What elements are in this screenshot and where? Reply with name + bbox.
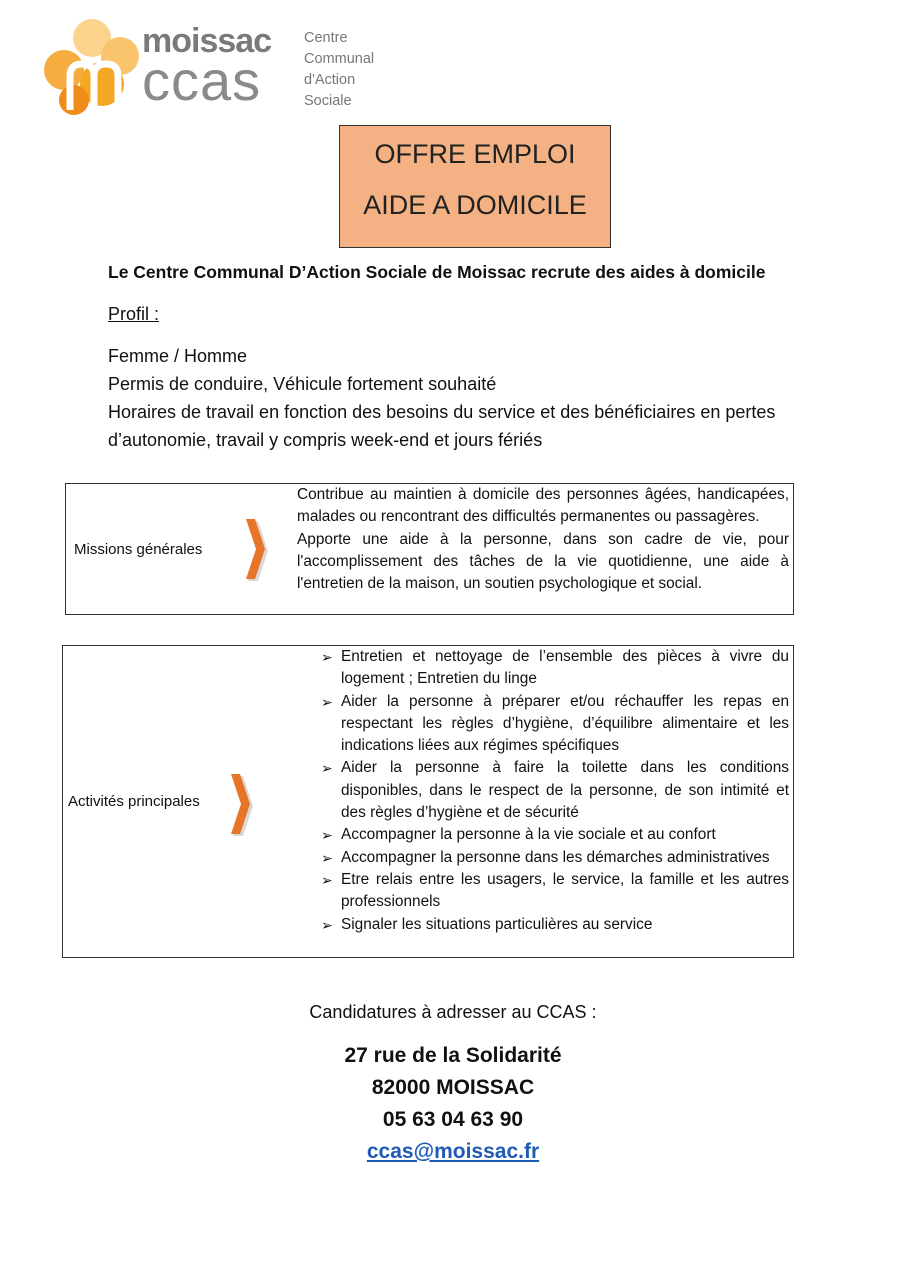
list-item-text: Entretien et nettoyage de l’ensemble des pièces à vivre du logement ; Entretien du linge — [341, 648, 789, 688]
logo-tagline — [304, 28, 374, 112]
contact-phone: 05 63 04 63 90 — [382, 1108, 524, 1131]
moissac-logo-icon — [42, 18, 142, 118]
list-item-text: Accompagner la personne dans les démarches administratives — [341, 848, 770, 866]
missions-content — [297, 484, 789, 595]
logo-brand-top: moissac — [142, 22, 272, 60]
ccas-logo — [42, 18, 402, 118]
arrow-bullet-icon: ➢ — [321, 693, 333, 710]
arrow-bullet-icon: ➢ — [321, 760, 333, 777]
missions-box — [65, 483, 794, 615]
list-item — [317, 757, 789, 824]
arrow-bullet-icon: ➢ — [321, 827, 333, 844]
arrow-bullet-icon: ➢ — [321, 916, 333, 933]
list-item-text: Signaler les situations particulières au service — [341, 915, 653, 933]
list-item — [317, 646, 789, 691]
list-item — [317, 914, 789, 936]
logo-brand-bottom: ccas — [142, 49, 262, 112]
logo-tagline-line: d'Action — [304, 72, 356, 88]
profil-line: Femme / Homme — [108, 346, 248, 366]
missions-paragraph: Contribue au maintien à domicile des personnes âgées, handicapées, malades ou rencontrant des difficultés permanentes ou passagères. — [297, 486, 789, 526]
profil-line: Permis de conduire, Véhicule fortement souhaité — [108, 374, 497, 394]
activites-content — [317, 646, 789, 936]
arrow-bullet-icon: ➢ — [321, 849, 333, 866]
activites-box — [62, 645, 794, 958]
chevron-right-icon — [229, 774, 255, 838]
missions-label: Missions générales — [74, 541, 203, 558]
profil-line: Horaires de travail en fonction des besoins du service et des bénéficiaires en pertes d’autonomie, travail y compris week-end et jours fériés — [108, 402, 776, 450]
chevron-right-icon — [244, 519, 270, 583]
activites-list — [317, 646, 789, 936]
contact-address-street: 27 rue de la Solidarité — [344, 1044, 562, 1067]
activites-label: Activités principales — [68, 793, 200, 810]
list-item — [317, 691, 789, 758]
missions-paragraph: Apporte une aide à la personne, dans son cadre de vie, pour l'accomplissement des tâches de la vie quotidienne, une aide à l'entretien de la maison, un soutien psychologique et social. — [297, 530, 789, 593]
intro-text: Le Centre Communal D’Action Sociale de Moissac recrute des aides à domicile — [108, 262, 766, 282]
list-item — [317, 847, 789, 869]
arrow-bullet-icon: ➢ — [321, 871, 333, 888]
job-title-line1: OFFRE EMPLOI — [374, 139, 576, 169]
list-item-text: Etre relais entre les usagers, le service, la famille et les autres professionnels — [341, 870, 789, 911]
list-item — [317, 869, 789, 914]
job-title-box — [339, 125, 611, 248]
logo-tagline-line: Sociale — [304, 93, 352, 109]
contact-lead: Candidatures à adresser au CCAS : — [309, 1002, 597, 1022]
arrow-bullet-icon: ➢ — [321, 649, 333, 665]
contact-email-link[interactable]: ccas@moissac.fr — [366, 1140, 540, 1163]
list-item-text: Aider la personne à préparer et/ou réchauffer les repas en respectant les règles d’hygiène, d’équilibre alimentaire et les indications liées aux régimes spécifiques — [341, 692, 789, 755]
logo-tagline-line: Communal — [304, 51, 375, 67]
profil-list — [108, 342, 808, 454]
job-title-line2: AIDE A DOMICILE — [363, 190, 587, 220]
list-item-text: Accompagner la personne à la vie sociale et au confort — [341, 826, 716, 844]
profil-heading: Profil : — [108, 304, 160, 324]
logo-tagline-line: Centre — [304, 30, 348, 46]
list-item-text: Aider la personne à faire la toilette dans les conditions disponibles, dans le respect de la personne, de son intimité et des règles d’hygiène et de sécurité — [341, 759, 789, 822]
list-item — [317, 824, 789, 846]
contact-address-city: 82000 MOISSAC — [371, 1076, 535, 1099]
